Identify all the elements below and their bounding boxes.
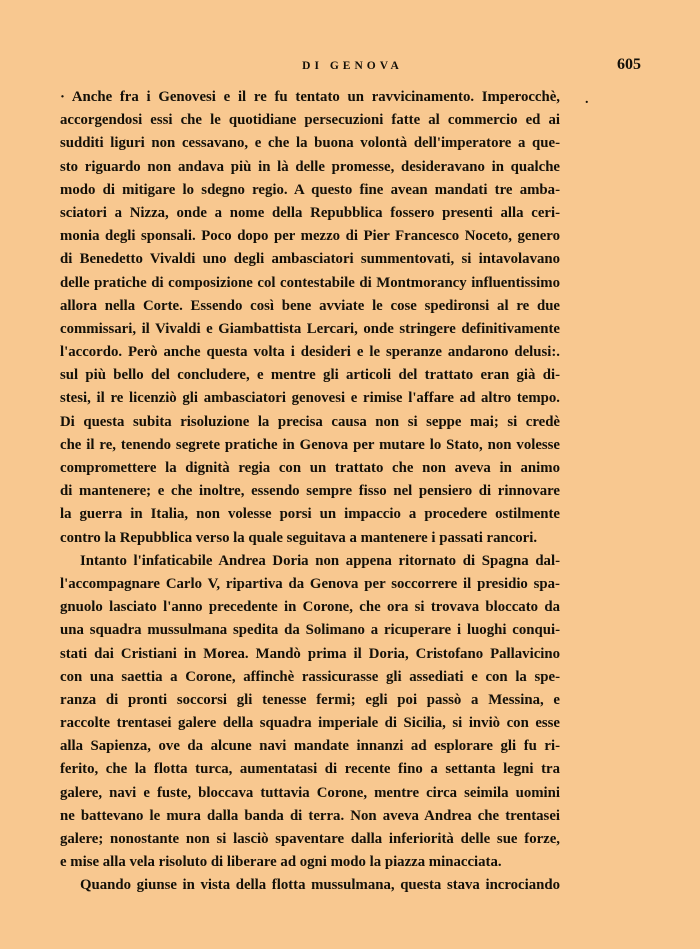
- text-line: monia degli sponsali. Poco dopo per mezzo di Pier Francesco Noceto, genero: [60, 228, 560, 245]
- text-line: galere, navi e fuste, bloccava tuttavia Corone, mentre circa seimila uomini: [60, 784, 560, 801]
- text-line: sudditi liguri non cessavano, e che la buona volontà dell'imperatore a que-: [60, 135, 560, 152]
- text-line: sul più bello del concludere, e mentre gli articoli del trattato eran già di-: [60, 367, 560, 384]
- text-line: commissari, il Vivaldi e Giambattista Lercari, onde stringere definitivamente: [60, 320, 560, 337]
- text-line: galere; nonostante non si lasciò spaventare dalla inferiorità delle sue forze,: [60, 831, 560, 847]
- text-line: sto riguardo non andava più in là delle promesse, desideravano in qualche: [60, 158, 560, 175]
- text-line: con una saettia a Corone, affinchè rassicurasse gli assediati e con la spe-: [60, 668, 560, 685]
- body-text: [60, 86, 560, 898]
- text-line: stati dai Cristiani in Morea. Mandò prima il Doria, Cristofano Pallavicino: [60, 645, 560, 662]
- text-line: la guerra in Italia, non volesse porsi un impaccio a procedere ostilmente: [60, 506, 560, 523]
- text-line: · Anche fra i Genovesi e il re fu tentato un ravvicinamento. Imperocchè,: [60, 89, 560, 105]
- text-line: Intanto l'infaticabile Andrea Doria non appena ritornato di Spagna dal-: [80, 552, 560, 569]
- text-line: ferito, che la flotta turca, aumentatasi di recente fino a settanta legni tra: [60, 761, 560, 778]
- text-line: ranza di pronti soccorsi gli tenesse fermi; egli poi passò a Messina, e: [60, 691, 560, 708]
- text-line: una squadra mussulmana spedita da Solimano a ricuperare i luoghi conqui-: [60, 622, 560, 639]
- text-line: alla Sapienza, ove da alcune navi mandate innanzi ad esplorare gli fu ri-: [60, 738, 560, 755]
- text-line: delle pratiche di composizione col contestabile di Montmorancy influentissimo: [60, 274, 560, 291]
- text-line: gnuolo lasciato l'anno precedente in Corone, che ora si trovava bloccato da: [60, 599, 560, 616]
- text-line: che il re, tenendo segrete pratiche in Genova per mutare lo Stato, non volesse: [60, 436, 560, 453]
- margin-mark: .: [585, 92, 589, 107]
- text-line: allora nella Corte. Essendo così bene avviate le cose spedironsi al re due: [60, 297, 560, 314]
- page-number: 605: [617, 56, 641, 73]
- running-header: [60, 56, 645, 80]
- text-line: contro la Repubblica verso la quale seguitava a mantenere i passati rancori.: [60, 529, 538, 546]
- text-line: ne battevano le mura dalla banda di terra. Non aveva Andrea che trentasei: [60, 807, 560, 824]
- text-line: sciatori a Nizza, onde a nome della Repubblica fossero presenti alla ceri-: [60, 204, 560, 221]
- text-line: raccolte trentasei galere della squadra imperiale di Sicilia, si inviò con esse: [60, 715, 560, 732]
- text-line: Di questa subita risoluzione la precisa causa non si seppe mai; si credè: [60, 413, 560, 430]
- text-line: e mise alla vela risoluto di liberare ad ogni modo la piazza minacciata.: [60, 854, 502, 871]
- text-line: accorgendosi essi che le quotidiane persecuzioni fatte al commercio ed ai: [60, 112, 560, 129]
- text-line: di Benedetto Vivaldi uno degli ambasciatori summentovati, si intavolavano: [60, 251, 560, 268]
- text-line: Quando giunse in vista della flotta mussulmana, questa stava incrociando: [80, 877, 560, 894]
- text-line: l'accompagnare Carlo V, ripartiva da Genova per soccorrere il presidio spa-: [60, 575, 560, 592]
- text-line: l'accordo. Però anche questa volta i desideri e le speranze andarono delusi:.: [60, 344, 560, 361]
- text-line: modo di mitigare lo sdegno regio. A questo fine avean mandati tre amba-: [60, 181, 560, 198]
- text-line: di mantenere; e che inoltre, essendo sempre fisso nel pensiero di rinnovare: [60, 483, 560, 500]
- running-title: DI GENOVA: [302, 60, 403, 72]
- text-line: stesi, il re licenziò gli ambasciatori genovesi e rimise l'affare ad altro tempo.: [60, 390, 560, 407]
- text-line: compromettere la dignità regia con un trattato che non aveva in animo: [60, 460, 560, 476]
